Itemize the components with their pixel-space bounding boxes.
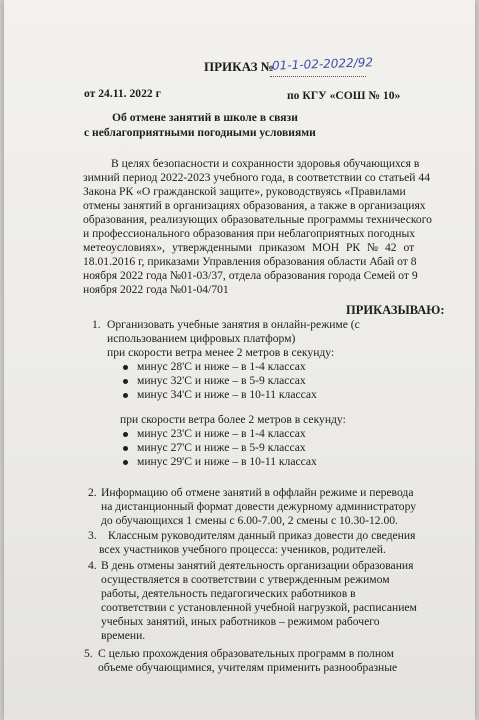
item4-text: времени. [101,629,146,642]
bullet-dot [123,365,128,370]
low-wind-bullet: минус 32'С и ниже – в 5-9 классах [137,374,306,387]
item4-text: соответствии с установленной учебной нагрузкой, расписанием [101,601,417,614]
high-wind-bullet: минус 29'С и ниже – в 10-11 классах [137,455,317,468]
item5-text: объеме обучающимися, учителям применить разнообразные [98,661,398,674]
item4-text: осуществляется в соответствии с утвержденным режимом [101,573,390,586]
item2-text: до обучающихся 1 смены с 6.00-7.00, 2 смены с 10.30-12.00. [101,514,398,527]
item5-text: С целью прохождения образовательных программ в полном [98,647,394,660]
preamble-line: 18.01.2016 г, приказами Управления образования области Абай от 8 [83,255,417,268]
bullet-dot [123,432,128,437]
order-date: от 24.11. 2022 г [84,87,161,100]
document-page [4,0,475,720]
preamble-line: образования, реализующих образовательные программы технического [83,213,432,226]
item-number: 4. [88,559,97,572]
organization-name: по КГУ «СОШ № 10» [287,89,401,102]
item1-text: Организовать учебные занятия в онлайн-режиме (с [107,318,360,331]
item3-text: всех участников учебного процесса: учеников, родителей. [99,543,386,556]
order-word: ПРИКАЗЫВАЮ: [346,303,445,317]
order-title: ПРИКАЗ № [204,59,274,74]
number-underline [270,76,366,77]
item-number: 3. [88,529,97,542]
low-wind-bullet: минус 34'С и ниже – в 10-11 классах [137,388,317,401]
preamble-line: и профессионального образования при неблагоприятных погодных [83,227,416,240]
item4-text: учебных занятий, иных работников – режимом рабочего [101,615,380,628]
preamble-line: ноября 2022 года №01-03/37, отдела образования города Семей от 9 [83,269,418,282]
item3-text: Классным руководителям данный приказ довести до сведения [108,529,416,542]
preamble-line: ноября 2022 года №01-04/701 [83,283,229,296]
preamble-line: Закона РК «О гражданской защите», руководствуясь «Правилами [83,185,406,198]
item-number: 2. [88,486,97,499]
bullet-dot [123,446,128,451]
high-wind-bullet: минус 23'С и ниже – в 1-4 классах [137,427,306,440]
bullet-dot [123,460,128,465]
item-number: 5. [84,647,93,660]
preamble-line: отмены занятий в организациях образования, а также в организациях [83,199,426,212]
item2-text: на дистанционный формат довести дежурному администратору [101,500,417,513]
preamble-line: В целях безопасности и сохранности здоровья обучающихся в [111,157,420,170]
subject-line-2: с неблагоприятными погодными условиями [84,126,316,139]
low-wind-bullet: минус 28'С и ниже – в 1-4 классах [137,360,306,373]
high-wind-bullet: минус 27'С и ниже – в 5-9 классах [137,441,306,454]
wind-low-heading: при скорости ветра менее 2 метров в секунду: [107,346,335,359]
item4-text: работы, деятельность педагогических работников в [101,587,356,600]
item-number: 1. [92,318,101,331]
item2-text: Информацию об отмене занятий в оффлайн режиме и перевода [101,486,414,499]
preamble-line: зимний период 2022-2023 учебного года, в соответствии со статьей 44 [83,171,431,184]
wind-high-heading: при скорости ветра более 2 метров в секунду: [120,413,346,426]
preamble-line: метеоусловиях», утвержденными приказом МОН РК № 42 от [83,241,415,254]
bullet-dot [123,379,128,384]
order-number-handwritten: 01-1-02-2022/92 [271,55,374,73]
subject-line-1: Об отмене занятий в школе в связи [112,111,298,124]
item4-text: В день отмены занятий деятельность организации образования [101,559,414,572]
bullet-dot [123,393,128,398]
item1-text: использованием цифровых платформ) [107,332,296,345]
